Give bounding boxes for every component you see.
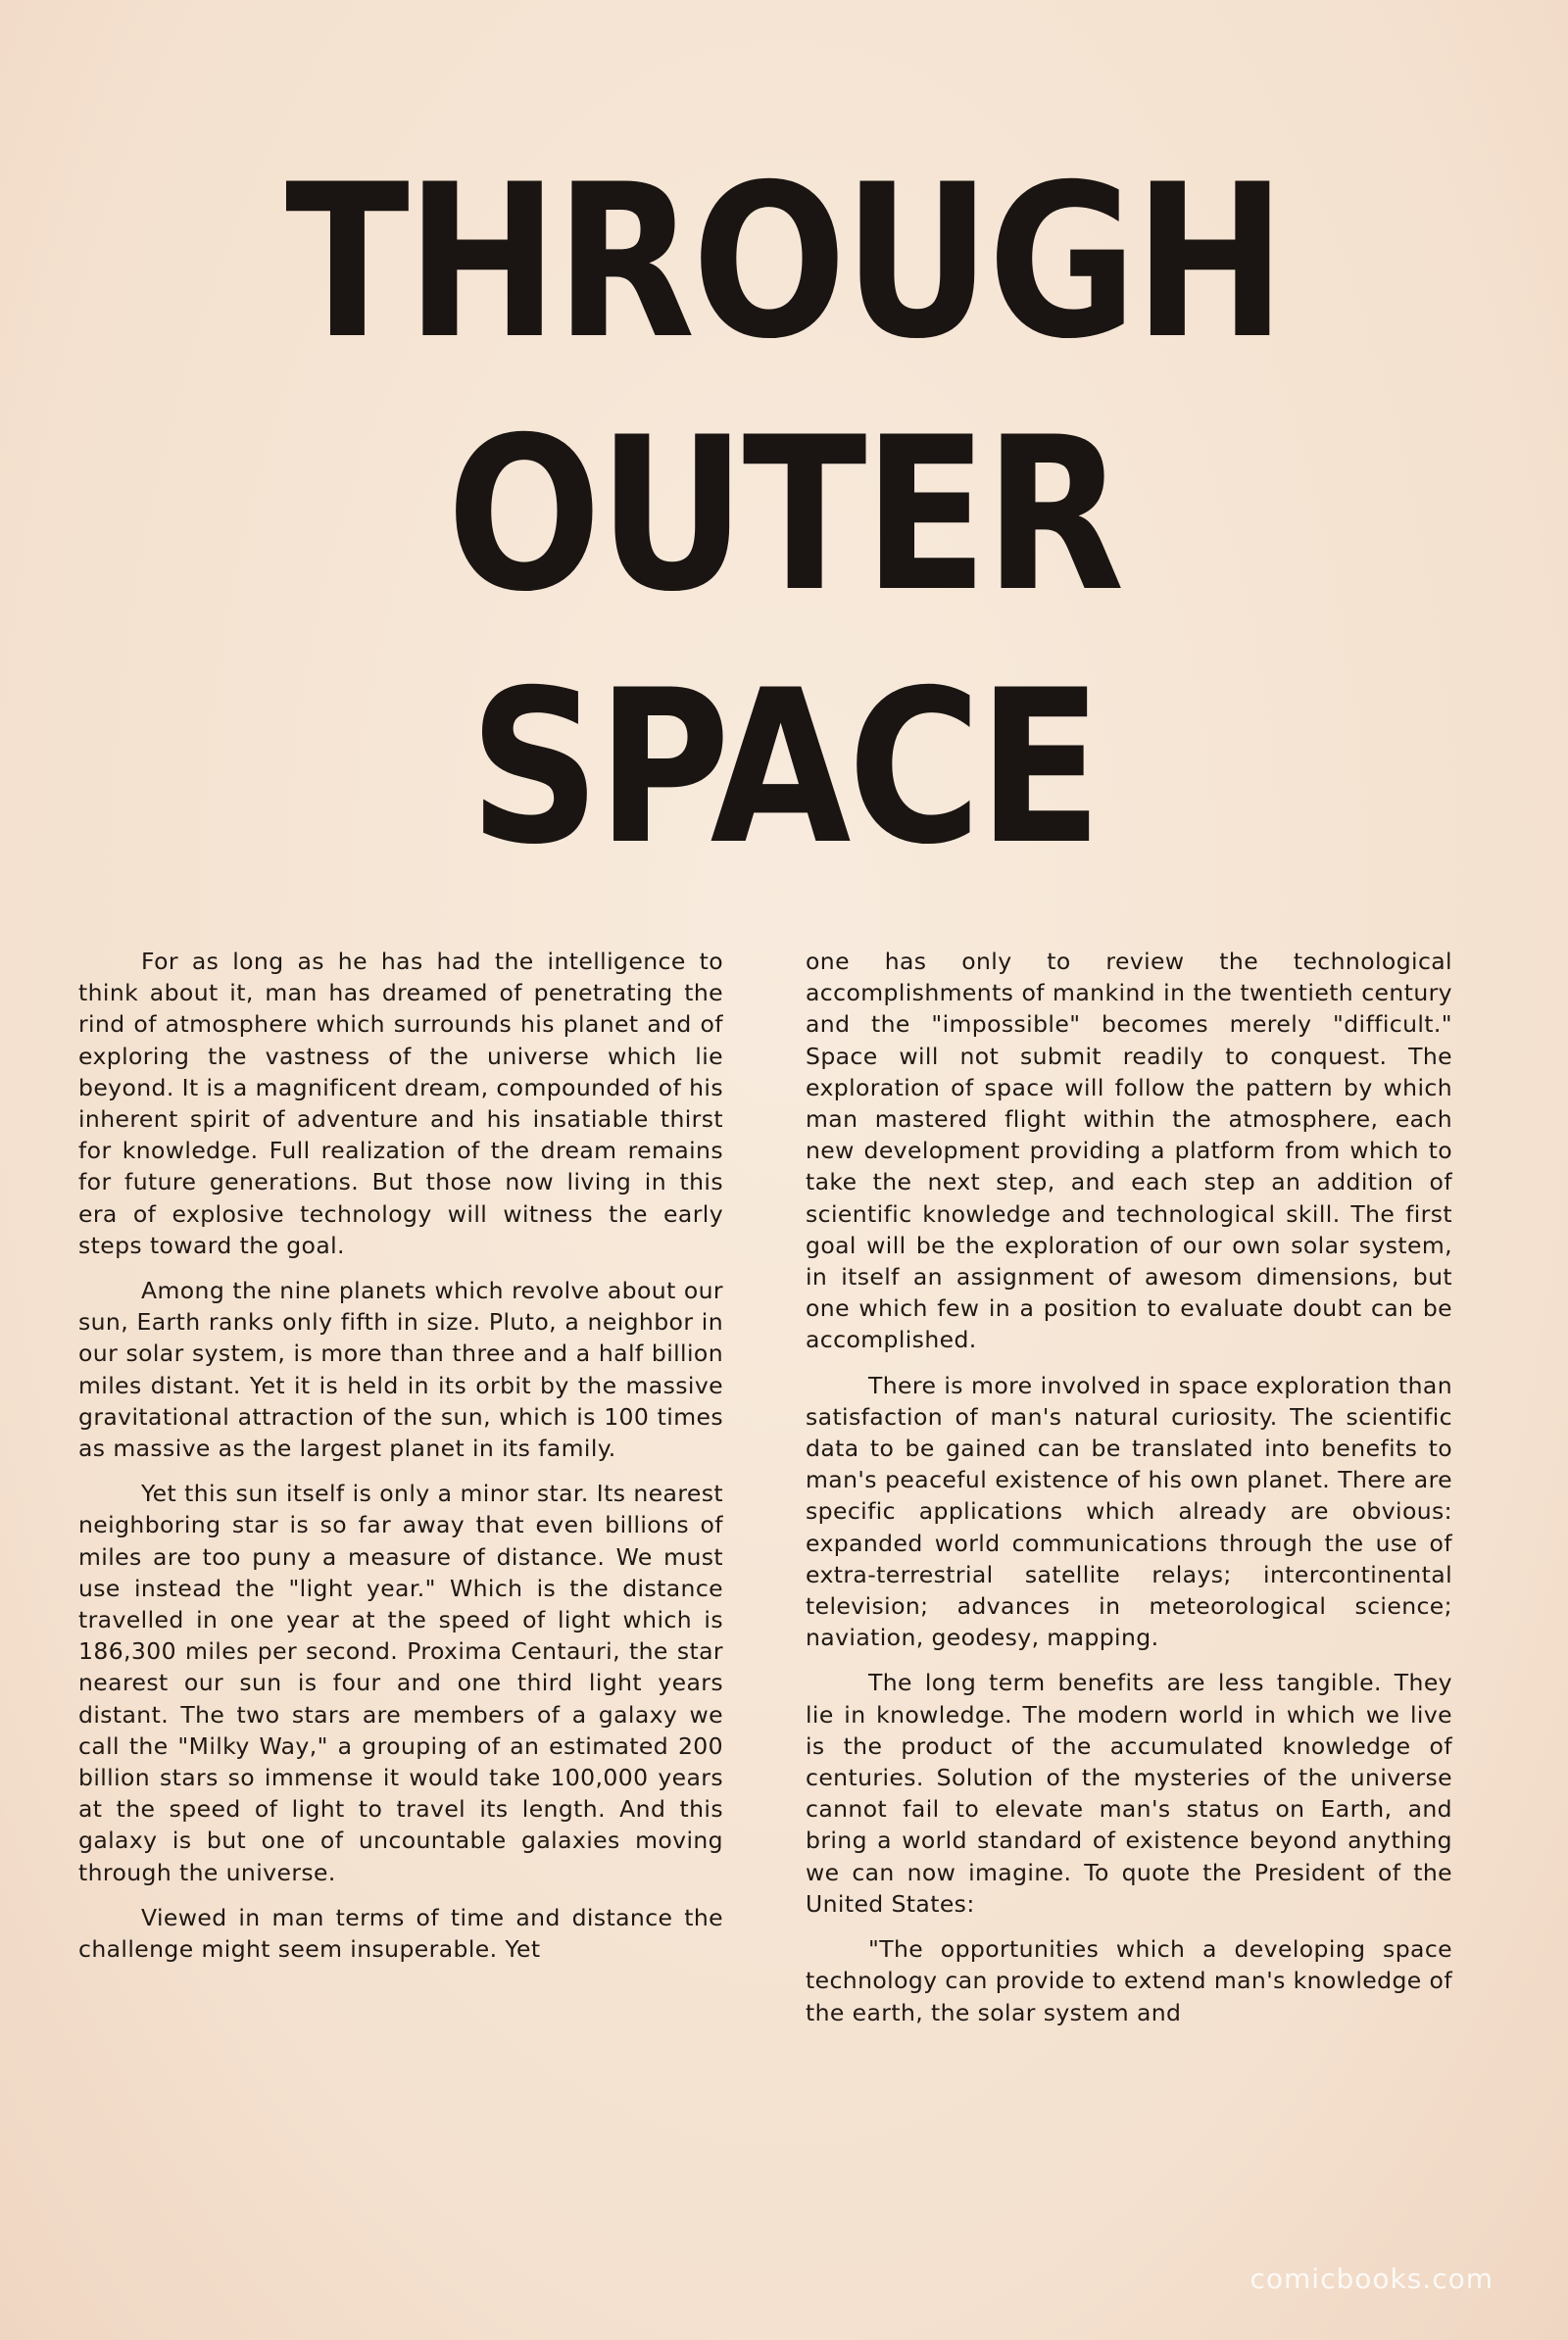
left-paragraph-4: Viewed in man terms of time and distance the challenge might seem insuperable. Yet	[78, 1903, 723, 1964]
right-paragraph-1: one has only to review the technological accomplishments of mankind in the twentieth century and the "impossible" becomes merely "difficult." Space will not submit readily to conquest. The exploration of space will follow the pattern by which man mastered flight within the atmosphere, each new development providing a platform from which to take the next step, and each step an addition of scientific knowledge and technological skill. The first goal will be the exploration of our own solar system, in itself an assignment of awesom dimensions, but one which few in a position to evaluate doubt can be accomplished.	[806, 948, 1452, 1354]
left-text-column	[78, 946, 723, 1965]
left-paragraph-1: For as long as he has had the intelligence to think about it, man has dreamed of penetrating the rind of atmosphere which surrounds his planet and of exploring the vastness of the universe which lie beyond. It is a magnificent dream, compounded of his inherent spirit of adventure and his insatiable thirst for knowledge. Full realization of the dream remains for future generations. But those now living in this era of explosive technology will witness the early steps toward the goal.	[78, 948, 723, 1259]
title-line-2: OUTER	[446, 392, 1122, 638]
right-paragraph-2: There is more involved in space exploration than satisfaction of man's natural curiosity. The scientific data to be gained can be translated into benefits to man's peaceful existence of his own planet. There are specific applications which already are obvious: expanded world communications through the use of extra-terrestrial satellite relays; intercontinental television; advances in meteorological science; naviation, geodesy, mapping.	[806, 1371, 1452, 1652]
watermark: comicbooks.com	[1250, 2263, 1494, 2295]
right-paragraph-4: "The opportunities which a developing space technology can provide to extend man's knowledge of the earth, the solar system and	[806, 1935, 1452, 2026]
title-line-1: THROUGH	[285, 139, 1283, 385]
right-text-column	[806, 946, 1452, 2028]
title-line-3: SPACE	[468, 645, 1100, 891]
left-paragraph-2: Among the nine planets which revolve about our sun, Earth ranks only fifth in size. Pluto, a neighbor in our solar system, is more than three and a half billion miles distant. Yet it is held in its orbit by the massive gravitational attraction of the sun, which is 100 times as massive as the largest planet in its family.	[78, 1277, 723, 1463]
right-paragraph-3: The long term benefits are less tangible. They lie in knowledge. The modern world in which we live is the product of the accumulated knowledge of centuries. Solution of the mysteries of the universe cannot fail to elevate man's status on Earth, and bring a world standard of existence beyond anything we can now imagine. To quote the President of the United States:	[806, 1669, 1452, 1918]
left-paragraph-3: Yet this sun itself is only a minor star. Its nearest neighboring star is so far away that even billions of miles are too puny a measure of distance. We must use instead the "light year." Which is the distance travelled in one year at the speed of light which is 186,300 miles per second. Proxima Centauri, the star nearest our sun is four and one third light years distant. The two stars are members of a galaxy we call the "Milky Way," a grouping of an estimated 200 billion stars so immense it would take 100,000 years at the speed of light to travel its length. And this galaxy is but one of uncountable galaxies moving through the universe.	[78, 1480, 723, 1886]
